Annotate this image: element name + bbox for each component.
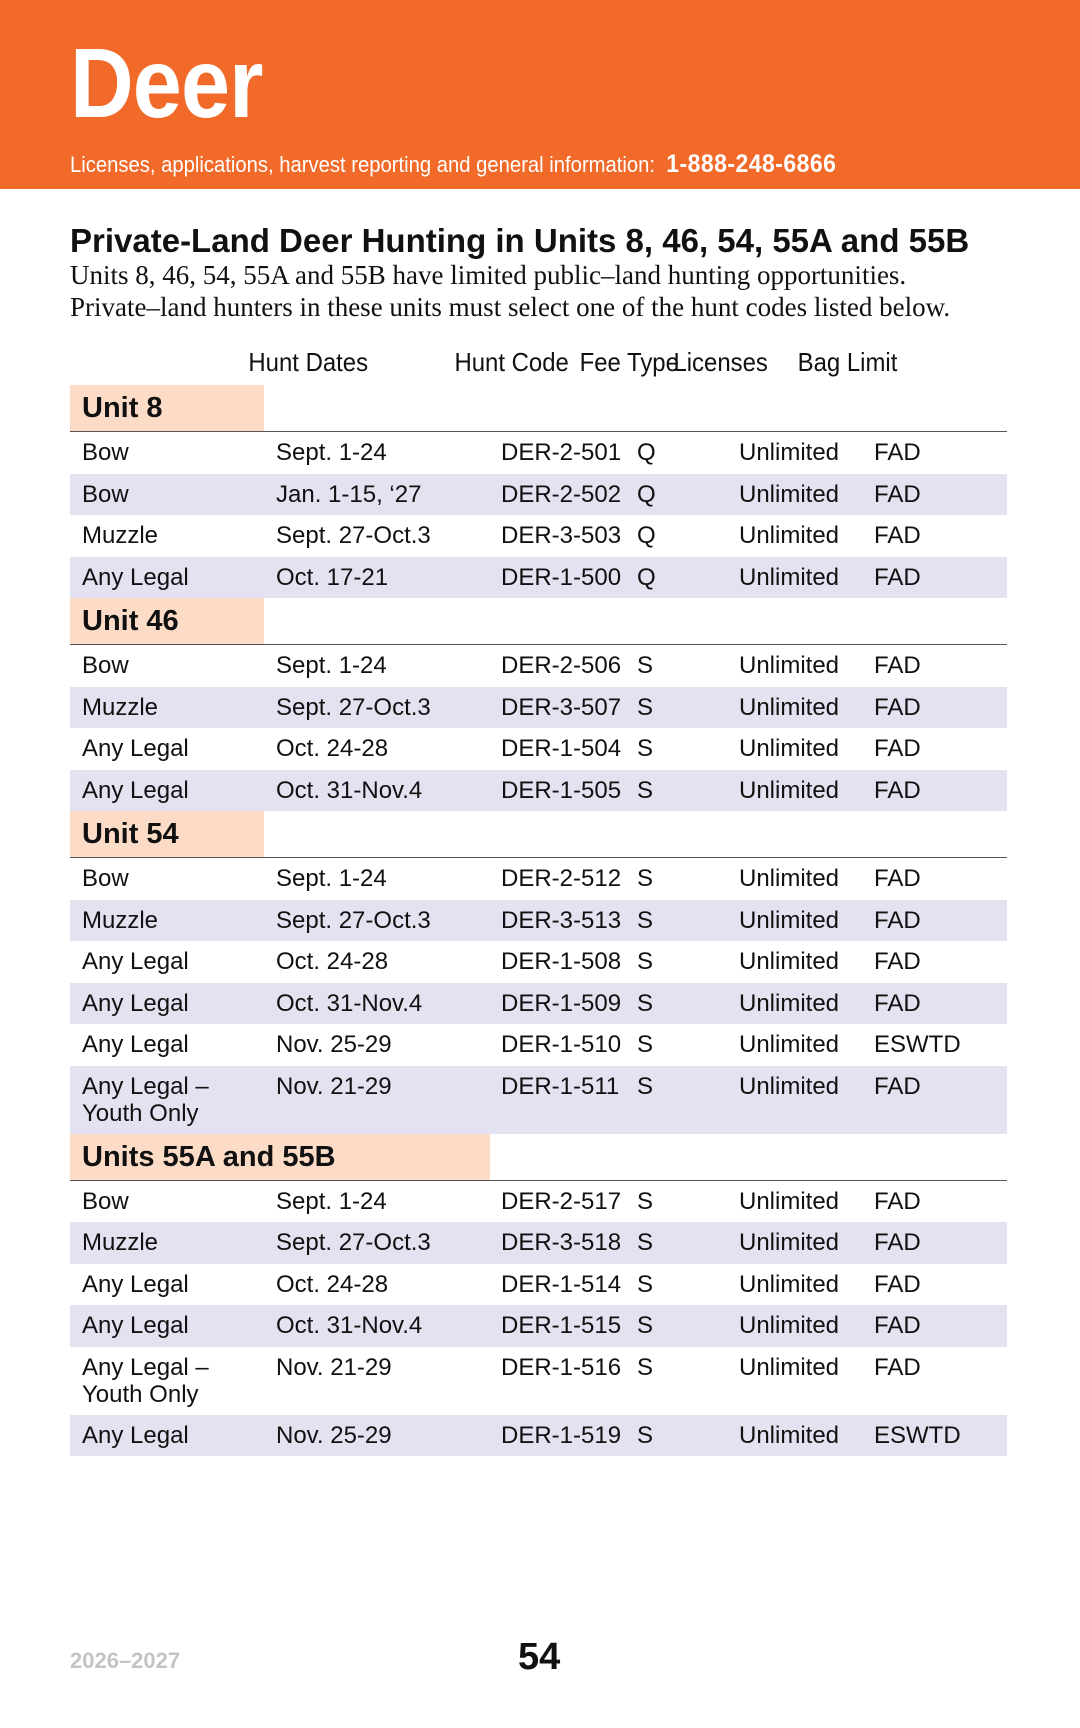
cell-hunt-dates: Sept. 27-Oct.3 <box>276 522 431 549</box>
cell-bag-limit: FAD <box>874 1229 921 1256</box>
cell-hunt-code: DER-1-511 <box>501 1072 620 1100</box>
cell-licenses: Unlimited <box>739 1187 840 1215</box>
cell-hunt-code: DER-1-516 <box>501 1353 622 1381</box>
cell-licenses: Unlimited <box>739 776 840 804</box>
cell-bag-limit: FAD <box>874 652 921 679</box>
table-row <box>70 1066 1007 1134</box>
cell-licenses: Unlimited <box>739 439 840 466</box>
cell-bag-limit: FAD <box>874 1353 921 1381</box>
cell-hunt-code: DER-1-500 <box>501 563 622 591</box>
cell-fee-type: S <box>637 1270 654 1298</box>
cell-hunt-dates: Oct. 31-Nov.4 <box>276 1312 423 1339</box>
table-row <box>70 983 1007 1025</box>
cell-licenses: Unlimited <box>739 1229 840 1256</box>
cell-licenses: Unlimited <box>739 948 840 975</box>
table-row <box>70 687 1007 729</box>
cell-hunt-dates: Oct. 31-Nov.4 <box>276 989 423 1017</box>
cell-fee-type: S <box>637 1031 654 1058</box>
cell-hunt-code: DER-2-512 <box>501 865 622 892</box>
table-row <box>70 557 1007 599</box>
cell-hunt-type: Bow <box>82 652 129 679</box>
cell-hunt-type: Muzzle <box>82 1229 159 1256</box>
cell-bag-limit: FAD <box>874 522 921 549</box>
cell-hunt-code: DER-1-509 <box>501 989 622 1017</box>
section-title: Private-Land Deer Hunting in Units 8, 46, 54, 55A and 55B <box>70 222 970 259</box>
cell-hunt-code: DER-3-503 <box>501 522 622 549</box>
cell-hunt-code: DER-2-502 <box>501 480 622 508</box>
cell-licenses: Unlimited <box>739 1421 840 1449</box>
cell-licenses: Unlimited <box>739 906 840 934</box>
cell-hunt-type: Any Legal <box>82 1031 189 1058</box>
unit-label: Unit 54 <box>70 811 264 857</box>
cell-hunt-type: Any Legal <box>82 1270 189 1298</box>
cell-bag-limit: FAD <box>874 989 921 1017</box>
cell-licenses: Unlimited <box>739 693 840 721</box>
cell-fee-type: S <box>637 735 654 762</box>
cell-bag-limit: FAD <box>874 865 921 892</box>
cell-hunt-dates: Sept. 1-24 <box>276 652 387 679</box>
cell-fee-type: Q <box>637 480 656 508</box>
cell-fee-type: Q <box>637 439 656 466</box>
cell-fee-type: S <box>637 652 654 679</box>
cell-bag-limit: ESWTD <box>874 1031 961 1058</box>
cell-hunt-code: DER-3-518 <box>501 1229 622 1256</box>
cell-fee-type: S <box>637 693 654 721</box>
cell-bag-limit: FAD <box>874 776 921 804</box>
unit-header <box>70 598 1007 645</box>
table-row <box>70 474 1007 516</box>
cell-hunt-dates: Nov. 21-29 <box>276 1353 392 1381</box>
cell-licenses: Unlimited <box>739 563 840 591</box>
table-row <box>70 515 1007 557</box>
cell-hunt-code: DER-1-505 <box>501 776 622 804</box>
cell-hunt-dates: Nov. 25-29 <box>276 1421 392 1449</box>
cell-licenses: Unlimited <box>739 735 840 762</box>
cell-fee-type: S <box>637 1312 654 1339</box>
header-hunt-dates: Hunt Dates <box>248 347 369 377</box>
cell-licenses: Unlimited <box>739 652 840 679</box>
cell-bag-limit: FAD <box>874 1270 921 1298</box>
cell-hunt-code: DER-3-507 <box>501 693 622 721</box>
unit-label: Unit 46 <box>70 598 264 644</box>
cell-bag-limit: FAD <box>874 563 921 591</box>
cell-bag-limit: FAD <box>874 439 921 466</box>
cell-hunt-type: Muzzle <box>82 693 159 721</box>
table-row <box>70 770 1007 812</box>
cell-fee-type: S <box>637 1229 654 1256</box>
cell-hunt-dates: Sept. 1-24 <box>276 439 387 466</box>
cell-fee-type: Q <box>637 563 656 591</box>
table-row <box>70 1024 1007 1066</box>
phone-number[interactable]: 1-888-248-6866 <box>666 150 837 178</box>
cell-licenses: Unlimited <box>739 1270 840 1298</box>
cell-hunt-type: Any Legal <box>82 989 189 1017</box>
cell-hunt-type: Any Legal – Youth Only <box>82 1353 209 1408</box>
cell-fee-type: S <box>637 776 654 804</box>
cell-bag-limit: FAD <box>874 948 921 975</box>
cell-licenses: Unlimited <box>739 989 840 1017</box>
table-row <box>70 900 1007 942</box>
cell-hunt-type: Any Legal <box>82 948 189 975</box>
cell-hunt-code: DER-3-513 <box>501 906 622 934</box>
header-fee-type: Fee Type <box>579 347 679 377</box>
cell-fee-type: S <box>637 1353 654 1381</box>
header-licenses: Licenses <box>673 347 768 377</box>
cell-hunt-dates: Nov. 25-29 <box>276 1031 392 1058</box>
cell-fee-type: S <box>637 1187 654 1215</box>
cell-fee-type: S <box>637 906 654 934</box>
cell-licenses: Unlimited <box>739 1353 840 1381</box>
contact-line <box>70 150 836 179</box>
cell-hunt-dates: Sept. 27-Oct.3 <box>276 1229 431 1256</box>
cell-hunt-type: Any Legal <box>82 1421 189 1449</box>
cell-hunt-type: Muzzle <box>82 522 159 549</box>
column-headers <box>0 347 994 381</box>
table-row <box>70 1305 1007 1347</box>
cell-hunt-type: Any Legal <box>82 776 189 804</box>
cell-hunt-type: Any Legal <box>82 563 189 591</box>
table-row <box>70 1264 1007 1306</box>
cell-hunt-dates: Oct. 17-21 <box>276 563 389 591</box>
intro-paragraph <box>70 259 1030 323</box>
cell-hunt-dates: Sept. 27-Oct.3 <box>276 693 431 721</box>
cell-hunt-type: Any Legal – Youth Only <box>82 1072 209 1127</box>
table-row <box>70 728 1007 770</box>
cell-hunt-dates: Sept. 27-Oct.3 <box>276 906 431 934</box>
cell-bag-limit: ESWTD <box>874 1421 961 1449</box>
cell-hunt-code: DER-1-510 <box>501 1031 622 1058</box>
header-bag-limit: Bag Limit <box>797 347 898 377</box>
cell-hunt-dates: Oct. 31-Nov.4 <box>276 776 423 804</box>
table-row <box>70 645 1007 687</box>
unit-header <box>70 1134 1007 1181</box>
cell-hunt-type: Muzzle <box>82 906 159 934</box>
footer-year: 2026–2027 <box>70 1648 181 1673</box>
cell-licenses: Unlimited <box>739 1072 840 1100</box>
cell-hunt-dates: Oct. 24-28 <box>276 1270 389 1298</box>
page-title: Deer <box>70 28 263 138</box>
intro-line: Private–land hunters in these units must select one of the hunt codes listed below. <box>70 292 951 322</box>
cell-bag-limit: FAD <box>874 906 921 934</box>
table-row <box>70 858 1007 900</box>
cell-hunt-type: Any Legal <box>82 735 189 762</box>
cell-hunt-dates: Oct. 24-28 <box>276 735 389 762</box>
cell-bag-limit: FAD <box>874 480 921 508</box>
page-number: 54 <box>518 1636 561 1678</box>
hunt-table <box>70 385 1007 1456</box>
cell-hunt-code: DER-2-517 <box>501 1187 622 1215</box>
cell-hunt-type: Bow <box>82 865 129 892</box>
table-row <box>70 1181 1007 1223</box>
cell-licenses: Unlimited <box>739 1312 840 1339</box>
cell-fee-type: S <box>637 1421 654 1449</box>
cell-hunt-dates: Sept. 1-24 <box>276 1187 387 1215</box>
cell-fee-type: S <box>637 1072 654 1100</box>
cell-hunt-type: Bow <box>82 439 129 466</box>
unit-header <box>70 385 1007 432</box>
cell-hunt-code: DER-1-519 <box>501 1421 622 1449</box>
header-banner <box>0 0 1080 189</box>
cell-bag-limit: FAD <box>874 735 921 762</box>
cell-licenses: Unlimited <box>739 480 840 508</box>
cell-fee-type: S <box>637 948 654 975</box>
unit-header <box>70 811 1007 858</box>
cell-hunt-code: DER-1-514 <box>501 1270 622 1298</box>
table-row <box>70 941 1007 983</box>
cell-fee-type: Q <box>637 522 656 549</box>
cell-hunt-code: DER-2-506 <box>501 652 622 679</box>
cell-hunt-code: DER-1-504 <box>501 735 622 762</box>
table-row <box>70 432 1007 474</box>
intro-line: Units 8, 46, 54, 55A and 55B have limited public–land hunting opportunities. <box>70 260 907 290</box>
cell-bag-limit: FAD <box>874 1312 921 1339</box>
header-hunt-code: Hunt Code <box>454 347 569 377</box>
cell-hunt-type: Bow <box>82 480 129 508</box>
cell-hunt-dates: Nov. 21-29 <box>276 1072 392 1100</box>
cell-bag-limit: FAD <box>874 693 921 721</box>
unit-label: Unit 8 <box>70 385 264 431</box>
cell-hunt-code: DER-1-508 <box>501 948 622 975</box>
cell-hunt-type: Any Legal <box>82 1312 189 1339</box>
table-row <box>70 1222 1007 1264</box>
cell-licenses: Unlimited <box>739 1031 840 1058</box>
cell-hunt-code: DER-2-501 <box>501 439 622 466</box>
cell-bag-limit: FAD <box>874 1187 921 1215</box>
table-row <box>70 1347 1007 1415</box>
cell-hunt-dates: Sept. 1-24 <box>276 865 387 892</box>
cell-hunt-code: DER-1-515 <box>501 1312 622 1339</box>
unit-label: Units 55A and 55B <box>70 1134 490 1180</box>
cell-fee-type: S <box>637 989 654 1017</box>
cell-hunt-type: Bow <box>82 1187 129 1215</box>
cell-licenses: Unlimited <box>739 865 840 892</box>
cell-hunt-dates: Jan. 1-15, ‘27 <box>276 480 422 508</box>
cell-licenses: Unlimited <box>739 522 840 549</box>
cell-fee-type: S <box>637 865 654 892</box>
cell-bag-limit: FAD <box>874 1072 921 1100</box>
table-row <box>70 1415 1007 1457</box>
contact-text: Licenses, applications, harvest reporting and general information: <box>70 152 656 177</box>
cell-hunt-dates: Oct. 24-28 <box>276 948 389 975</box>
